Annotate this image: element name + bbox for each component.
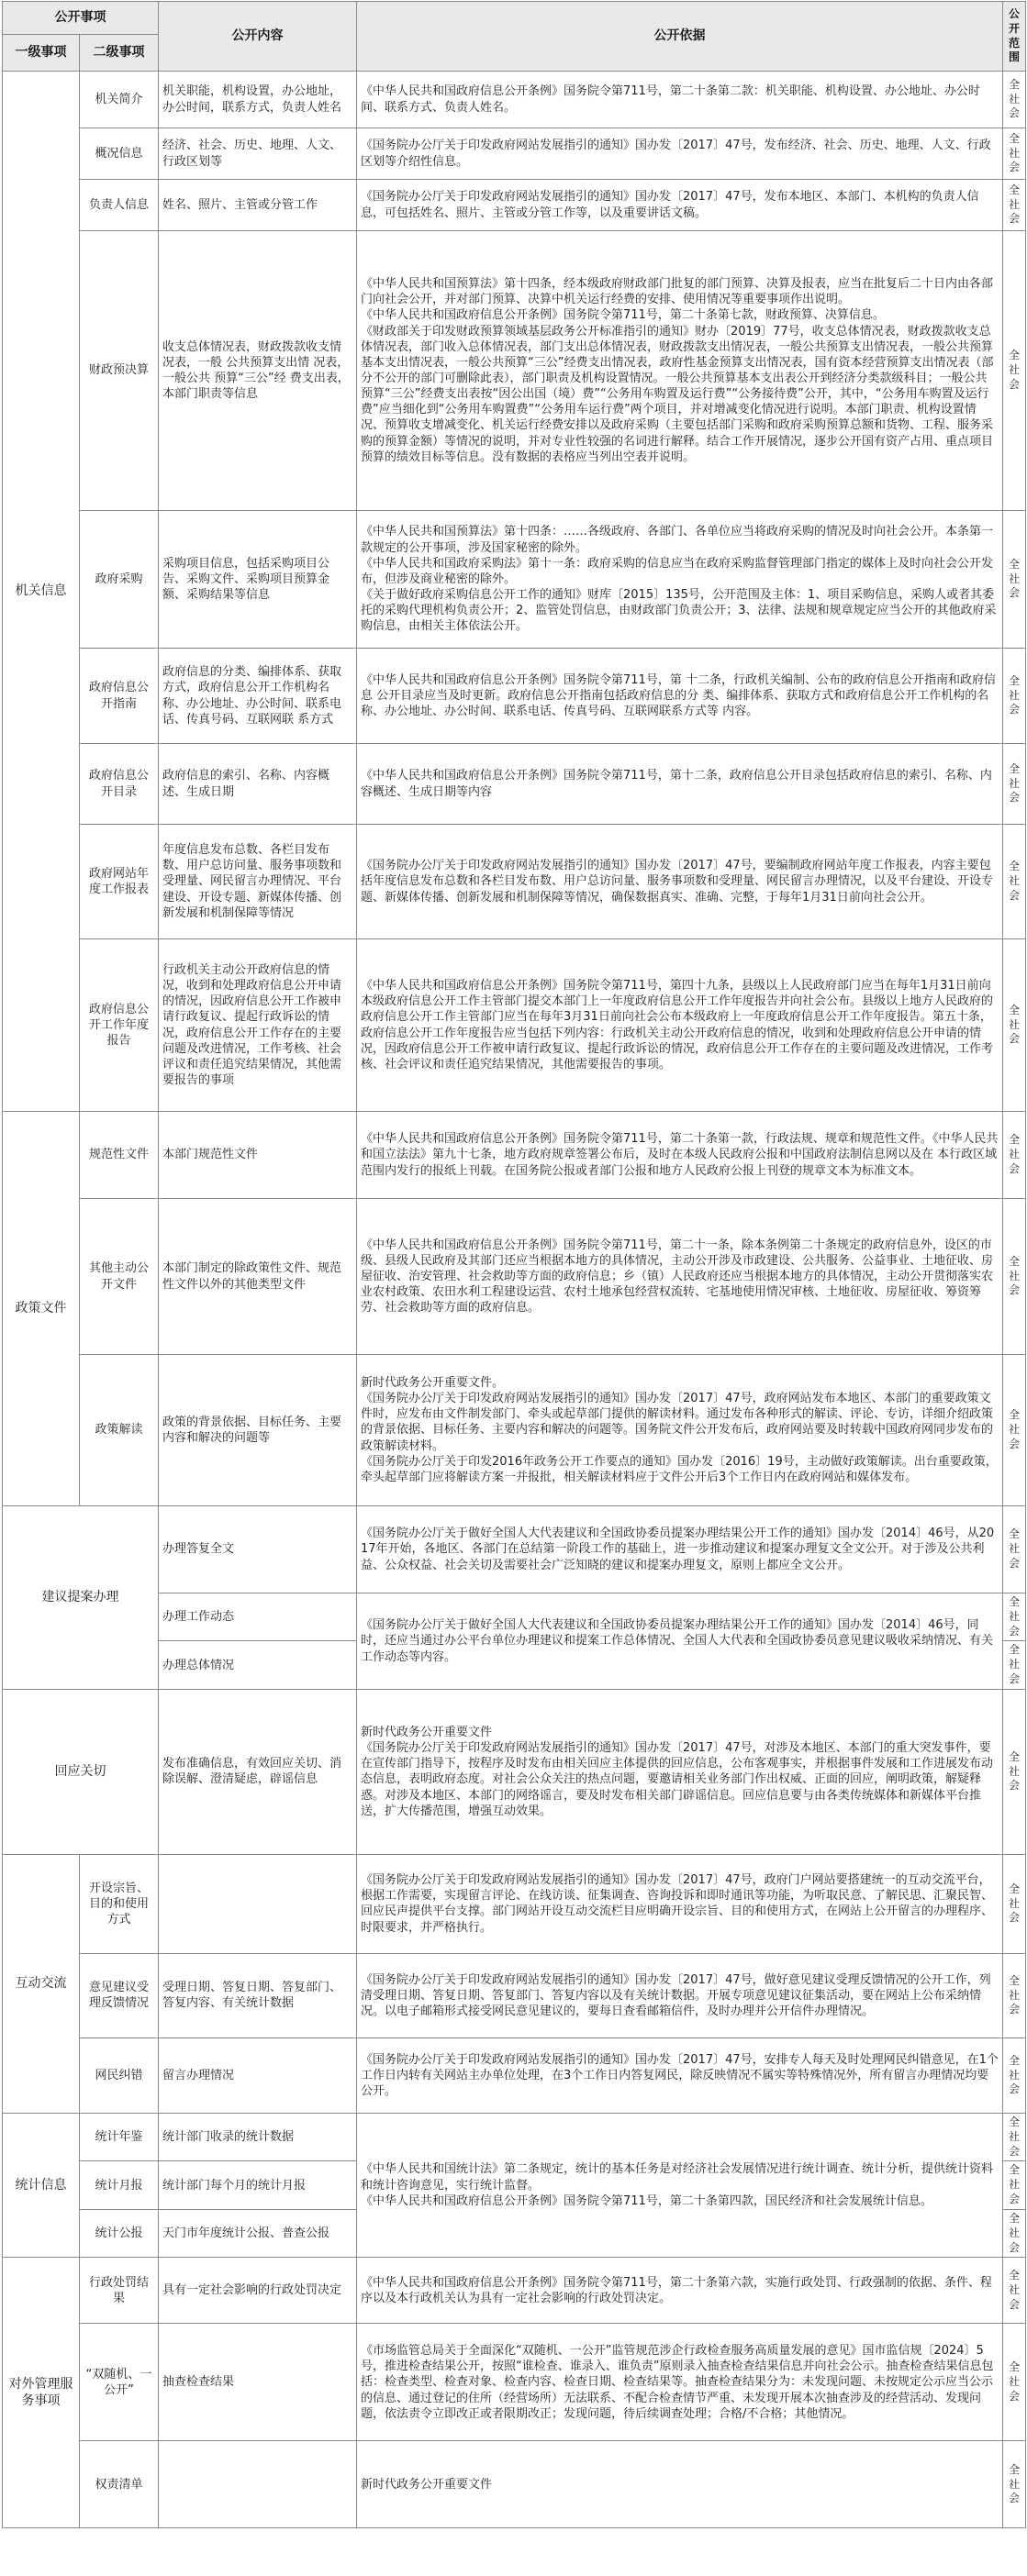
sub-item-cell: 意见建议受理反馈情况 xyxy=(80,1953,159,2037)
basis-cell xyxy=(357,231,1003,511)
basis-cell xyxy=(357,128,1003,180)
scope-cell: 全社会 xyxy=(1003,1112,1026,1199)
sub-item-cell: 统计年鉴 xyxy=(80,2113,159,2160)
group-cell: 统计信息 xyxy=(3,2113,80,2257)
table-row xyxy=(3,2441,1026,2528)
header-level2: 二级事项 xyxy=(80,35,159,72)
basis-cell xyxy=(357,180,1003,231)
group-cell: 回应关切 xyxy=(3,1689,159,1854)
content-cell xyxy=(159,2441,357,2528)
table-row xyxy=(3,1854,1026,1953)
content-cell: 姓名、照片、主管或分管工作 xyxy=(159,180,357,231)
disclosure-table xyxy=(2,1,1026,2528)
sub-item-cell: 统计月报 xyxy=(80,2161,159,2209)
scope-cell: 全社会 xyxy=(1003,1199,1026,1355)
basis-cell xyxy=(357,1199,1003,1355)
group-cell: 对外管理服务事项 xyxy=(3,2258,80,2528)
basis-line: 《国务院办公厅关于印发政府网站发展指引的通知》国办发〔2017〕47号，对涉及本地区、本部门的重大突发事件，要在宣传部门指导下，按程序及时发布由相关回应主体提供的回应信息，公布客观事实，并根据事件发展和工作进展发布动态信息，表明政府态度。对社会公众关注的热点问题，要邀请相关业务部门作出权威、正面的回应，阐明政策，解疑释惑。对涉及本地区、本部门的网络谣言，要及时发布相关部门辟谣信息。回应信息要与由各类传统媒体和新媒体平台推送，扩大传播范围，增强互动效果。 xyxy=(361,1741,994,1818)
basis-cell xyxy=(357,2037,1003,2113)
basis-cell xyxy=(357,511,1003,649)
sub-item-cell: 其他主动公开文件 xyxy=(80,1199,159,1355)
scope-cell: 全社会 xyxy=(1003,1689,1026,1854)
scope-cell: 全社会 xyxy=(1003,180,1026,231)
table-row xyxy=(3,649,1026,744)
scope-cell: 全社会 xyxy=(1003,2037,1026,2113)
sub-item-cell: 机关简介 xyxy=(80,72,159,128)
content-cell: 年度信息发布总数、各栏目发布数、用户总访问量、服务事项数和受理量、网民留言办理情况、平台建设、开设专题、新媒体传播、创新发展和机制保障等情况 xyxy=(159,825,357,939)
sub-item-cell: 权责清单 xyxy=(80,2441,159,2528)
basis-line: 《国务院办公厅关于印发政府网站发展指引的通知》国办发〔2017〕47号，要编制政府网站年度工作报表，内容主要包括年度信息发布总数和各栏目发布数、用户总访问量、服务事项数和受理量、网民留言办理情况，以及平台建设、开设专题、新媒体传播、创新发展和机制保障等情况，确保数据真实、准确、完整，于每年1月31日前向社会公开。 xyxy=(361,859,994,905)
scope-cell: 全社会 xyxy=(1003,1593,1026,1641)
content-cell xyxy=(159,1854,357,1953)
table-row xyxy=(3,1953,1026,2037)
sub-item-cell: 负责人信息 xyxy=(80,180,159,231)
sub-item-cell: 规范性文件 xyxy=(80,1112,159,1199)
scope-cell: 全社会 xyxy=(1003,1641,1026,1689)
scope-cell: 全社会 xyxy=(1003,2258,1026,2324)
header-level1: 一级事项 xyxy=(3,35,80,72)
basis-line: 《中华人民共和国政府信息公开条例》国务院令第711号，第二十条第二款：机关职能、机构设置、办公地址、办公时间、联系方式、负责人姓名。 xyxy=(361,84,980,115)
scope-cell: 全社会 xyxy=(1003,1953,1026,2037)
content-cell: 统计部门收录的统计数据 xyxy=(159,2113,357,2160)
scope-cell: 全社会 xyxy=(1003,72,1026,128)
basis-line: 《中华人民共和国政府信息公开条例》国务院令第711号，第二十条第六款，实施行政处罚、行政强制的依据、条件、程序以及本行政机关认为具有一定社会影响的行政处罚决定。 xyxy=(361,2275,992,2305)
basis-line: 《国务院办公厅关于印发政府网站发展指引的通知》国办发〔2017〕47号，发布经济、社会、历史、地理、人文、行政 区划等介绍性信息。 xyxy=(361,139,991,169)
content-cell: 具有一定社会影响的行政处罚决定 xyxy=(159,2258,357,2324)
table-row xyxy=(3,2113,1026,2160)
header-basis: 公开依据 xyxy=(357,2,1003,72)
content-cell: 统计部门每个月的统计月报 xyxy=(159,2161,357,2209)
basis-cell xyxy=(357,1953,1003,2037)
basis-cell xyxy=(357,1689,1003,1854)
header-row-1 xyxy=(3,2,1026,35)
header-public-items: 公开事项 xyxy=(3,2,159,35)
basis-line: 《国务院办公厅关于做好全国人大代表建议和全国政协委员提案办理结果公开工作的通知》国办发〔2014〕46号，从2017年开始，各地区、各部门在总结第一阶段工作的基础上，进一步推动建议和提案办理复文全文公开。对于涉及公共利益、公众权益、社会关切及需要社会广泛知晓的建议和提案办理复文，原则上都应全文公开。 xyxy=(361,1527,995,1572)
table-row xyxy=(3,2037,1026,2113)
basis-line: 《国务院办公厅关于印发政府网站发展指引的通知》国办发〔2017〕47号，政府网站发布本地区、本部门的重要政策文件时，应发布由文件制发部门、牵头或起草部门提供的解读材料。通过发布各种形式的解读、评论、专访，详细介绍政策的背景依据、目标任务、主要内容和解决的问题等。国务院文件公开发布后，政府网站要及时转载中国政府网同步发布的政策解读材料。 xyxy=(361,1392,994,1453)
basis-line: 《中华人民共和国政府信息公开条例》国务院令第711号，第二十条第四款，国民经济和社会发展统计信息。 xyxy=(361,2193,932,2208)
content-cell: 办理总体情况 xyxy=(159,1641,357,1689)
basis-line: 《中华人民共和国预算法》第十四条：……各级政府、各部门、各单位应当将政府采购的情况及时向社会公开。本条第一款规定的公开事项，涉及国家秘密的除外。 xyxy=(361,525,994,555)
sub-item-cell: 政府采购 xyxy=(80,511,159,649)
content-cell: 办理答复全文 xyxy=(159,1506,357,1593)
basis-line: 《中华人民共和国统计法》第二条规定，统计的基本任务是对经济社会发展情况进行统计调查、统计分析，提供统计资料和统计咨询意见，实行统计监督。 xyxy=(361,2162,994,2193)
scope-cell: 全社会 xyxy=(1003,2113,1026,2160)
basis-line: 《中华人民共和国政府信息公开条例》国务院令第711号，第二十条第一款，行政法规、规章和规范性文件。《中华人民共和国立法法》第九十七条，地方政府规章签署公布后，及时在本级人民政府公报和中国政府法制信息网以及在 本行政区域范围内发行的报纸上刊载。在国务院公报或者部门公报和地方人民政府公报上刊登的规章文本为标准文本。 xyxy=(361,1132,999,1178)
sub-item-cell: 财政预决算 xyxy=(80,231,159,511)
basis-line: 《中华人民共和国政府信息公开条例》国务院令第711号，第四十九条，县级以上人民政府部门应当在每年1月31日前向本级政府信息公开工作主管部门提交本部门上一年度政府信息公开工作年度报告并向社会公布。县级以上地方人民政府的政府信息公开工作主管部门应当在每年3月31日前向社会公布本级政府上一年度政府信息公开工作年度报告。第五十条，政府信息公开工作年度报告应当包括下列内容：行政机关主动公开政府信息的情况，收到和处理政府信息公开申请的情况，因政府信息公开工作被申请行政复议、提起行政诉讼的情况，政府信息公开工作存在的主要问题及改进情况，工作考核、社会评议和责任追究结果情况，其他需要报告的事项。 xyxy=(361,979,994,1071)
sub-item-cell: 开设宗旨、目的和使用方式 xyxy=(80,1854,159,1953)
group-cell: 机关信息 xyxy=(3,72,80,1112)
sub-item-cell: 网民纠错 xyxy=(80,2037,159,2113)
scope-cell: 全社会 xyxy=(1003,2324,1026,2441)
basis-line: 《国务院办公厅关于印发政府网站发展指引的通知》国办发〔2017〕47号，发布本地区、本部门、本机构的负责人信息，可包括姓名、照片、主管或分管工作等，以及重要讲话文稿。 xyxy=(361,190,979,220)
basis-line: 《中华人民共和国政府信息公开条例》国务院令第711号，第二十一条，除本条例第二十条规定的政府信息外，设区的市级、县级人民政府及其部门还应当根据本地方的具体情况，主动公开涉及市政建设、公共服务、公益事业、土地征收、房屋征收、治安管理、社会救助等方面的政府信息；乡（镇）人民政府还应当根据本地方的具体情况，主动公开贯彻落实农业农村政策、农田水利工程建设运营、农村土地承包经营权流转、宅基地使用情况审核、土地征收、房屋征收、筹资筹劳、社会救助等方面的政府信息。 xyxy=(361,1238,994,1316)
content-cell: 政府信息的分类、编排体系、获取方式，政府信息公开工作机构名称、办公地址、办公时间、联系电话、传真号码、互联网联 系方式 xyxy=(159,649,357,744)
scope-cell: 全社会 xyxy=(1003,1355,1026,1506)
scope-cell: 全社会 xyxy=(1003,649,1026,744)
basis-line: 《国务院办公厅关于印发政府网站发展指引的通知》国办发〔2017〕47号，安排专人每天及时处理网民纠错意见，在1个工作日内转有关网站主办单位处理，在3个工作日内答复网民，除反映情况不属实等特殊情况外，所有留言办理情况均要公开。 xyxy=(361,2052,999,2099)
scope-cell: 全社会 xyxy=(1003,1506,1026,1593)
basis-line: 新时代政务公开重要文件 xyxy=(361,1726,493,1739)
basis-cell xyxy=(357,649,1003,744)
scope-cell: 全社会 xyxy=(1003,2161,1026,2209)
basis-line: 《关于做好政府采购信息公开工作的通知》财库〔2015〕135号，公开范围及主体：1、项目采购信息，采购人或者其委托的采购代理机构负责公开；2、监管处罚信息，由财政部门负责公开；3、法律、法规和规章规定应当公开的其他政府采购信息，由相关主体依法公开。 xyxy=(361,588,997,634)
basis-cell xyxy=(357,939,1003,1112)
sub-item-cell: 概况信息 xyxy=(80,128,159,180)
table-row xyxy=(3,1689,1026,1854)
content-cell: 抽查检查结果 xyxy=(159,2324,357,2441)
sub-item-cell: 统计公报 xyxy=(80,2209,159,2257)
basis-line: 新时代政务公开重要文件 xyxy=(361,2477,493,2492)
group-cell: 政策文件 xyxy=(3,1112,80,1506)
basis-cell xyxy=(357,1593,1003,1690)
content-cell: 受理日期、答复日期、答复部门、答复内容、有关统计数据 xyxy=(159,1953,357,2037)
sub-item-cell: 政府信息公开目录 xyxy=(80,744,159,825)
basis-line: 《中华人民共和国政府信息公开条例》国务院令第711号，第二十条第七款，财政预算、决算信息。 xyxy=(361,308,885,323)
scope-cell: 全社会 xyxy=(1003,511,1026,649)
group-cell: 互动交流 xyxy=(3,1854,80,2113)
basis-line: 《中华人民共和国预算法》第十四条，经本级政府财政部门批复的部门预算、决算及报表，应当在批复后二十日内由各部门向社会公开，并对部门预算、决算中机关运行经费的安排、使用情况等重要事项作出说明。 xyxy=(361,277,994,307)
basis-cell xyxy=(357,1112,1003,1199)
table-row xyxy=(3,744,1026,825)
basis-line: 《国务院办公厅关于印发政府网站发展指引的通知》国办发〔2017〕47号，做好意见建议受理反馈情况的公开工作，列清受理日期、答复日期、答复部门、答复内容以及有关统计数据。开展专项意见建议征集活动，要在网站上公布采纳情况。以电子邮箱形式接受网民意见建议的，要每日查看邮箱信件，及时办理并公开信件办理情况。 xyxy=(361,1972,991,2019)
content-cell: 采购项目信息，包括采购项目公告、采购文件、采购项目预算金额、采购结果等信息 xyxy=(159,511,357,649)
table-row xyxy=(3,231,1026,511)
table-row xyxy=(3,1506,1026,1593)
basis-cell xyxy=(357,1355,1003,1506)
content-cell: 政府信息的索引、名称、内容概述、生成日期 xyxy=(159,744,357,825)
basis-cell xyxy=(357,1854,1003,1953)
content-cell: 政策的背景依据、目标任务、主要内容和解决的问题等 xyxy=(159,1355,357,1506)
basis-line: 《中华人民共和国政府信息公开条例》国务院令第711号，第十二条，政府信息公开目录包括政府信息的索引、名称、内容概述、生成日期等内容 xyxy=(361,769,992,799)
basis-line: 《中华人民共和国政府信息公开条例》国务院令第711号，第 十二条，行政机关编制、公布的政府信息公开指南和政府信息 公开目录应当及时更新。政府信息公开指南包括政府信息的分 类、编排体系、获取方式和政府信息公开工作机构的名称、办公地址、办公时间、联系电话、传真号码、互联网联系方式等 内容。 xyxy=(361,672,996,719)
table-row xyxy=(3,128,1026,180)
table-row xyxy=(3,180,1026,231)
basis-line: 《中华人民共和国政府采购法》第十一条：政府采购的信息应当在政府采购监督管理部门指定的媒体上及时向社会公开发布，但涉及商业秘密的除外。 xyxy=(361,556,994,586)
content-cell: 行政机关主动公开政府信息的情况，收到和处理政府信息公开申请的情况，因政府信息公开工作被申请行政复议、提起行政诉讼的情况，政府信息公开工作存在的主要问题及改进情况，工作考核、社会评议和责任追究结果情况，其他需要报告的事项 xyxy=(159,939,357,1112)
header-scope: 公开范围 xyxy=(1003,2,1026,72)
sub-item-cell: 政府信息公开指南 xyxy=(80,649,159,744)
sub-item-cell: 政府网站年度工作报表 xyxy=(80,825,159,939)
table-row xyxy=(3,511,1026,649)
table-row xyxy=(3,825,1026,939)
content-cell: 办理工作动态 xyxy=(159,1593,357,1641)
scope-cell: 全社会 xyxy=(1003,1854,1026,1953)
table-row xyxy=(3,72,1026,128)
table-row xyxy=(3,2324,1026,2441)
table-row xyxy=(3,939,1026,1112)
scope-cell: 全社会 xyxy=(1003,2441,1026,2528)
group-cell: 建议提案办理 xyxy=(3,1506,159,1690)
content-cell: 经济、社会、历史、地理、人文、行政区划等 xyxy=(159,128,357,180)
sub-item-cell: “双随机、一公开” xyxy=(80,2324,159,2441)
scope-cell: 全社会 xyxy=(1003,939,1026,1112)
scope-cell: 全社会 xyxy=(1003,825,1026,939)
header-content: 公开内容 xyxy=(159,2,357,72)
scope-cell: 全社会 xyxy=(1003,231,1026,511)
scope-cell: 全社会 xyxy=(1003,744,1026,825)
table-row xyxy=(3,1112,1026,1199)
table-row xyxy=(3,1199,1026,1355)
scope-cell: 全社会 xyxy=(1003,2209,1026,2257)
content-cell: 收支总体情况表，财政拨款收支情况表，一般 公共预算支出情 况表，一般公共 预算“三公”经 费支出表，本部门职责等信息 xyxy=(159,231,357,511)
table-row xyxy=(3,2258,1026,2324)
scope-cell: 全社会 xyxy=(1003,128,1026,180)
basis-line: 《市场监管总局关于全面深化“双随机、一公开”监管规范涉企行政检查服务高质量发展的意见》国市监信规〔2024〕5号，推进检查结果公开，按照“谁检查、谁录入、谁负责”原则录入抽查检查结果信息并向社会公示。抽查检查结果信息包括：检查类型、检查对象、检查内容、检查日期、检查结果等。抽查检查结果分为：未发现问题、未按规定公示应当公示的信息、通过登记的住所（经营场所）无法联系、不配合检查情节严重、未发现开展本次抽查涉及的经营活动、发现问题，依法责令立即改正或者限期改正；发现问题，待后续调查处理；合格/不合格；其他情况。 xyxy=(361,2344,994,2421)
basis-cell xyxy=(357,825,1003,939)
basis-cell xyxy=(357,72,1003,128)
basis-cell xyxy=(357,744,1003,825)
sub-item-cell: 政府信息公开工作年度报告 xyxy=(80,939,159,1112)
content-cell: 本部门制定的除政策性文件、规范性文件以外的其他类型文件 xyxy=(159,1199,357,1355)
basis-line: 《国务院办公厅关于做好全国人大代表建议和全国政协委员提案办理结果公开工作的通知》国办发〔2014〕46号，同时，还应当通过办公平台单位办理建议和提案工作总体情况、全国人大代表和全国政协委员意见建议吸收采纳情况、有关工作动态等内容。 xyxy=(361,1618,994,1664)
basis-line: 《国务院办公厅关于印发2016年政务公开工作要点的通知》国办发〔2016〕19号，主动做好政策解读。出台重要政策，牵头起草部门应将解读方案一并报批，相关解读材料应于文件公开后3个工作日内在政府网站和媒体发布。 xyxy=(361,1454,998,1484)
content-cell: 留言办理情况 xyxy=(159,2037,357,2113)
content-cell: 发布准确信息，有效回应关切、消除误解、澄清疑虑，辟谣信息 xyxy=(159,1689,357,1854)
sub-item-cell: 政策解读 xyxy=(80,1355,159,1506)
basis-cell xyxy=(357,2324,1003,2441)
table-row xyxy=(3,1355,1026,1506)
basis-cell xyxy=(357,2113,1003,2257)
basis-cell xyxy=(357,1506,1003,1593)
content-cell: 机关职能，机构设置，办公地址，办公时间，联系方式，负责人姓名 xyxy=(159,72,357,128)
content-cell: 本部门规范性文件 xyxy=(159,1112,357,1199)
content-cell: 天门市年度统计公报、普查公报 xyxy=(159,2209,357,2257)
basis-cell xyxy=(357,2441,1003,2528)
basis-line: 《国务院办公厅关于印发政府网站发展指引的通知》国办发〔2017〕47号，政府门户网站要搭建统一的互动交流平台，根据工作需要，实现留言评论、在线访谈、征集调查、咨询投诉和即时通讯等功能，为听取民意、了解民思、汇聚民智、回应民声提供平台支撑。部门网站开设互动交流栏目应明确开设宗旨、目的和使用方式，在网站上公开留言的办理程序、时限要求，并严格执行。 xyxy=(361,1873,994,1935)
basis-line: 新时代政务公开重要文件。 xyxy=(361,1375,505,1390)
basis-line: 《财政部关于印发财政预算领域基层政务公开标准指引的通知》财办〔2019〕77号，收支总体情况表，财政拨款收支总体情况表，部门收入总体情况表，部门支出总体情况表，财政拨款支出情况表，一般公共预算支出情况表，一般公共预算基本支出情况表，一般公共预算“三公”经费支出情况表，政府性基金预算支出情况表，国有资本经营预算支出情况表（部分不公开的部门可删除此表），部门职责及机构设置情况。一般公共预算基本支出表公开到经济分类款级科目；一般公共预算“三公”经费支出表按“因公出国（境）费”“公务用车购置及运行费”“公务接待费”公开，其中，“公务用车购置及运行费”应当细化到“公务用车购置费”“公务用车运行费”两个项目，并对增减变化情况进行说明。本部门职责、机构设置情况、预算收支增减变化、机关运行经费安排以及政府采购（主要包括部门采购和政府采购预算总额和货物、工程、服务采购的预算金额）等情况的说明，并对专业性较强的名词进行解释。结合工作开展情况，逐步公开国有资产占用、重点项目预算的绩效目标等信息。没有数据的表格应当列出空表并说明。 xyxy=(361,324,994,464)
basis-cell xyxy=(357,2258,1003,2324)
sub-item-cell: 行政处罚结果 xyxy=(80,2258,159,2324)
